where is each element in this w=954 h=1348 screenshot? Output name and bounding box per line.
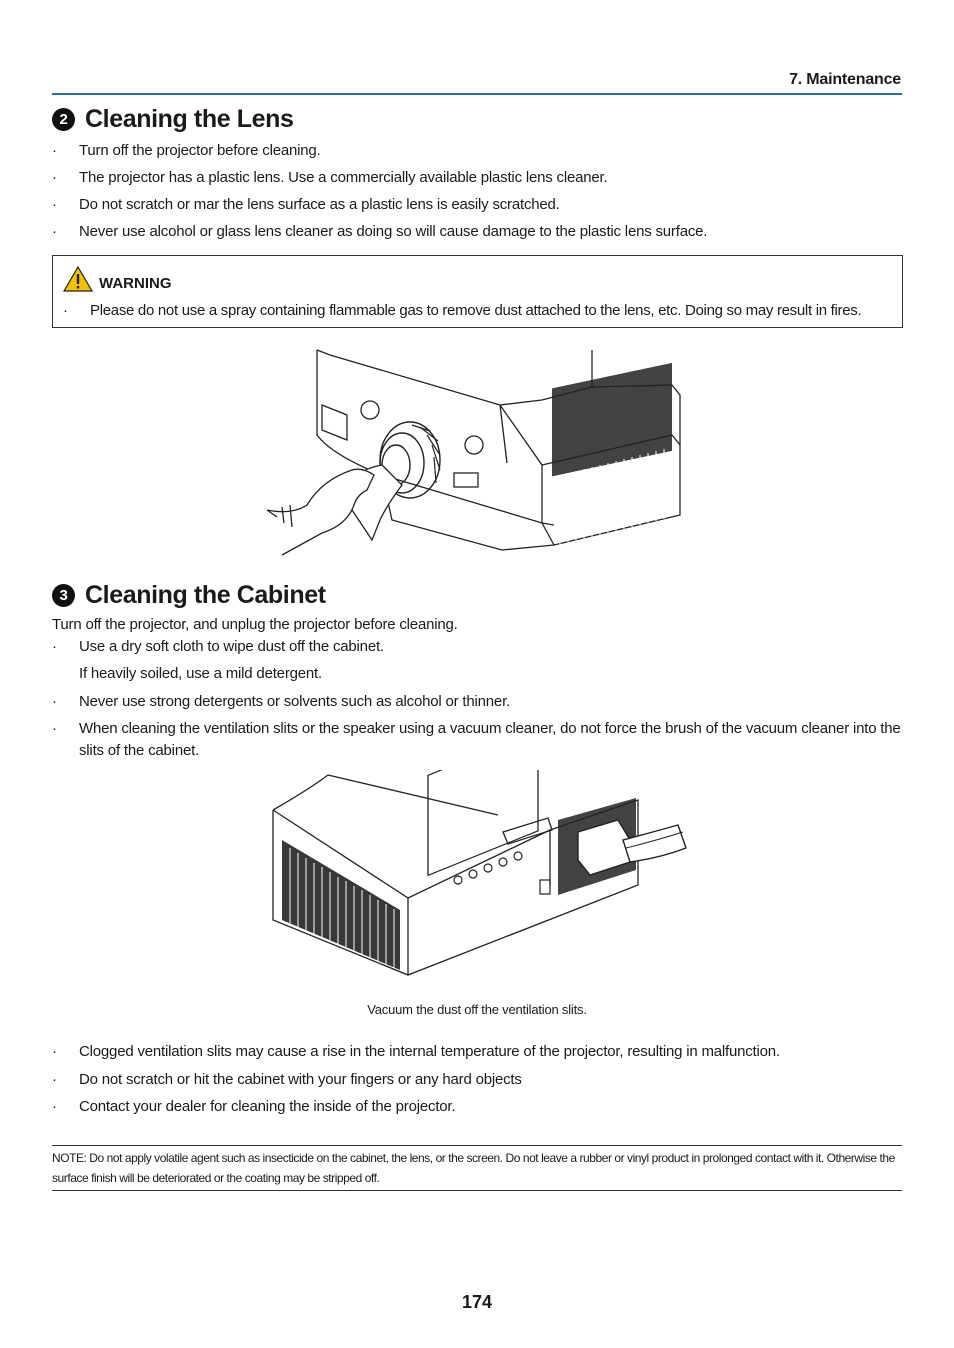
cabinet-bullet-list-a — [52, 614, 902, 762]
note-text: NOTE: Do not apply volatile agent such as insecticide on the cabinet, the lens, or the screen. Do not leave a rubber or vinyl product in prolonged contact with it. Otherwise the surface finish will be deteriorated or the coating may be stripped off. — [52, 1151, 895, 1185]
list-item: · Never use strong detergents or solvents such as alcohol or thinner. — [52, 691, 902, 713]
lens-bullet-list — [52, 140, 902, 243]
list-item: · Contact your dealer for cleaning the inside of the projector. — [52, 1096, 902, 1118]
chapter-title: 7. Maintenance — [789, 71, 901, 88]
list-item: · When cleaning the ventilation slits or the speaker using a vacuum cleaner, do not force the brush of the vacuum cleaner into the slits of the cabinet. — [52, 718, 902, 762]
list-item: · Never use alcohol or glass lens cleaner as doing so will cause damage to the plastic lens surface. — [52, 221, 902, 243]
cabinet-section-heading: Cleaning the Cabinet — [85, 581, 326, 609]
header-rule — [52, 93, 902, 95]
list-item-sub: If heavily soiled, use a mild detergent. — [79, 665, 322, 682]
warning-box — [52, 255, 903, 328]
vacuum-cleaning-illustration — [268, 770, 690, 978]
warning-text: · Please do not use a spray containing flammable gas to remove dust attached to the lens, etc. Doing so may result in fires. — [63, 301, 893, 321]
cabinet-intro: Turn off the projector, and unplug the projector before cleaning. — [52, 616, 458, 633]
section-number-3-icon: 3 — [52, 584, 75, 607]
warning-label: WARNING — [99, 275, 172, 292]
figure-caption: Vacuum the dust off the ventilation slits. — [367, 1002, 587, 1017]
list-item: · The projector has a plastic lens. Use a commercially available plastic lens cleaner. — [52, 167, 902, 189]
list-item: · Clogged ventilation slits may cause a rise in the internal temperature of the projector, resulting in malfunction. — [52, 1041, 902, 1063]
lens-cleaning-illustration — [262, 345, 694, 563]
section-number-2-icon: 2 — [52, 108, 75, 131]
list-item: · Use a dry soft cloth to wipe dust off the cabinet. — [52, 636, 902, 658]
warning-heading — [63, 266, 172, 292]
note-top-rule — [52, 1145, 902, 1146]
warning-triangle-icon — [63, 266, 93, 292]
lens-section-heading: Cleaning the Lens — [85, 105, 294, 133]
list-item: · Do not scratch or hit the cabinet with your fingers or any hard objects — [52, 1069, 902, 1091]
cabinet-section-title — [52, 581, 326, 610]
list-item: · Do not scratch or mar the lens surface as a plastic lens is easily scratched. — [52, 194, 902, 216]
note-bottom-rule — [52, 1190, 902, 1191]
list-item: · Turn off the projector before cleaning. — [52, 140, 902, 162]
cabinet-bullet-list-b — [52, 1041, 902, 1118]
lens-section-title — [52, 105, 294, 134]
page-number: 174 — [461, 1292, 493, 1312]
